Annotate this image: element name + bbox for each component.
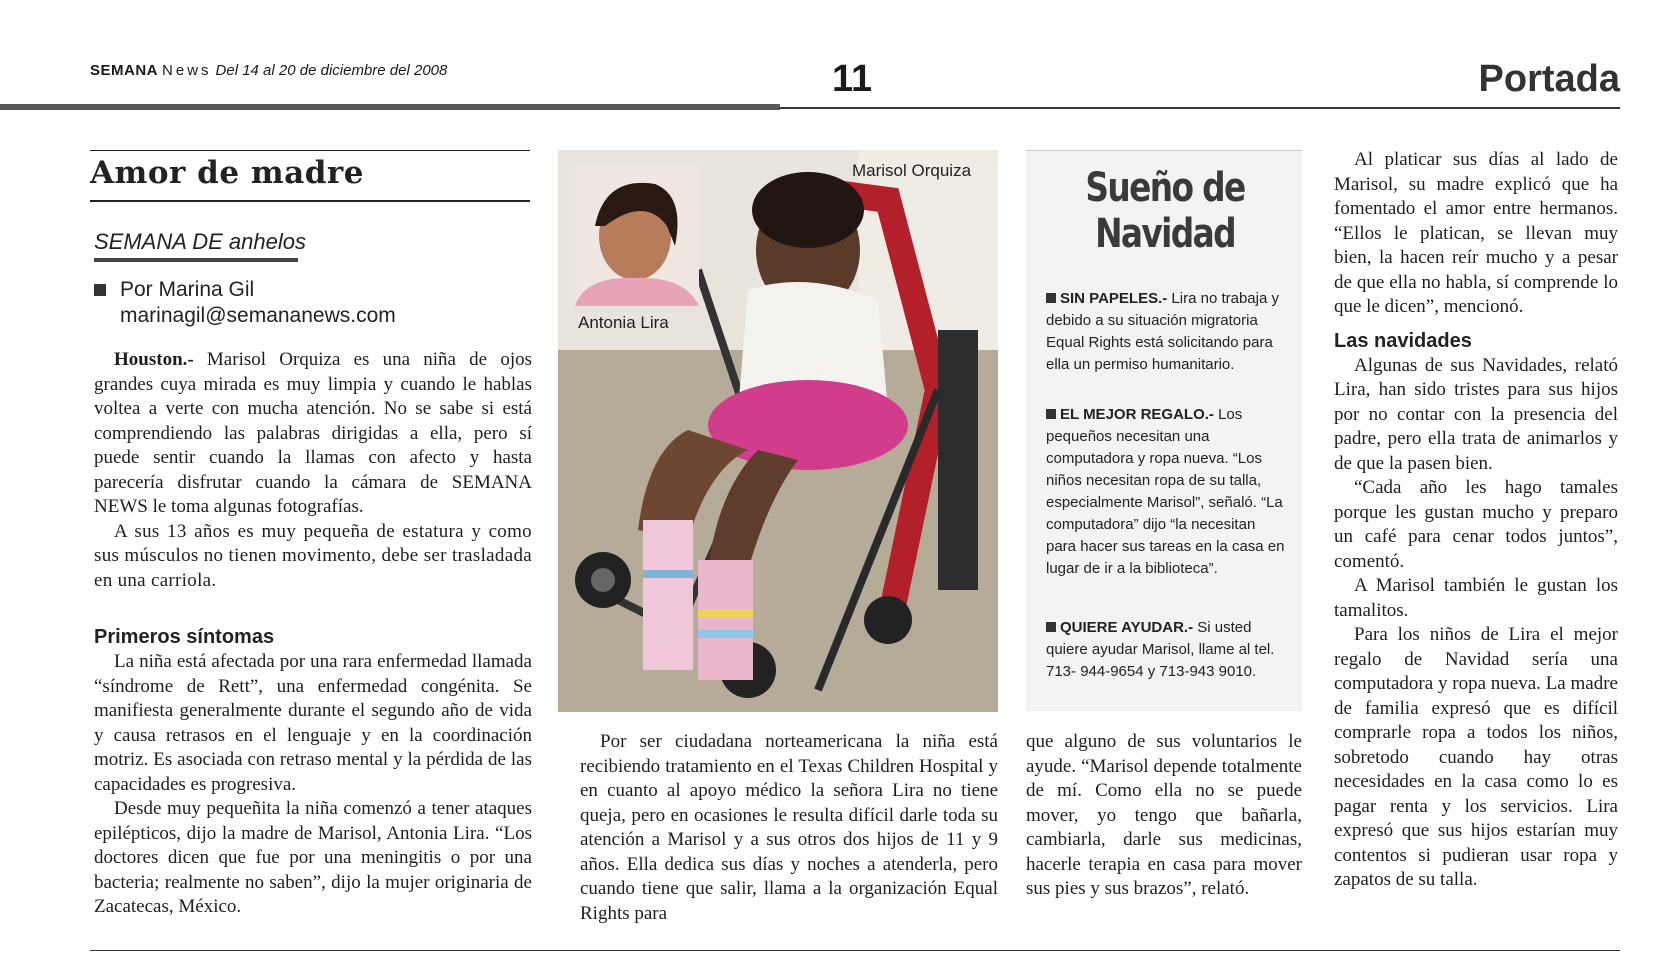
article-column-3 <box>1026 730 1302 902</box>
byline <box>120 277 396 329</box>
paragraph: Algunas de sus Navidades, relató Lira, han sido tristes para sus hijos por no contar con la presencia del padre, pero ella trata de animarlos y de que la pasen bien. <box>1334 354 1618 474</box>
author-email: marinagil@semananews.com <box>120 304 396 327</box>
article-column-1 <box>94 348 532 593</box>
article-title: Amor de madre <box>90 155 364 191</box>
sidebar-title <box>1054 165 1275 257</box>
square-bullet-icon <box>1046 622 1056 632</box>
kicker-rule <box>94 258 298 262</box>
square-bullet-icon <box>1046 293 1056 303</box>
photo-caption: Marisol Orquiza <box>852 161 972 180</box>
sidebar-item-text: Si usted quiere ayudar Marisol, llame al tel. 713- 944-9654 y 713-943 9010. <box>1046 619 1275 680</box>
masthead <box>90 62 447 79</box>
title-rule <box>90 200 530 202</box>
paragraph: “Cada año les hago tamales porque les gustan mucho y preparo un café para cenar todos juntos”, comentó. <box>1334 477 1618 572</box>
dateline: Houston.- <box>114 349 194 370</box>
sidebar-item <box>1046 288 1286 376</box>
footer-rule <box>90 950 1620 951</box>
article-column-4 <box>1334 148 1618 893</box>
mother-portrait-image <box>575 166 699 306</box>
paragraph <box>94 348 532 520</box>
brand-news: News <box>162 62 212 79</box>
paragraph: A sus 13 años es muy pequeña de estatura y como sus músculos no tienen movimento, debe ser trasladada en una carriola. <box>94 520 532 591</box>
paragraph: Desde muy pequeñita la niña comenzó a tener ataques epilépticos, dijo la madre de Marisol, Antonia Lira. “Los doctores dicen que fue por una meningitis o por una bacteria; realmente no saben”, dijo la mujer originaria de Zacatecas, México. <box>94 798 532 917</box>
byline-bullet-icon <box>94 284 106 296</box>
sidebar-item-text: Los pequeños necesitan una computadora y ropa nueva. “Los niños necesitan ropa de su talla, especialmente Marisol”, señaló. “La computadora” dijo “la necesitan para hacer sus tareas en la casa en lugar de ir a la biblioteca”. <box>1046 406 1285 577</box>
article-column-1-lower <box>94 624 532 920</box>
sidebar-item-label: QUIERE AYUDAR.- <box>1060 619 1194 636</box>
article-kicker: SEMANA DE anhelos <box>94 229 306 254</box>
inset-photo <box>575 166 699 306</box>
header-rule <box>0 104 780 110</box>
sidebar-item-label: SIN PAPELES.- <box>1060 290 1168 307</box>
sidebar-item-text: Lira no trabaja y debido a su situación migratoria Equal Rights está solicitando para ella un permiso humanitario. <box>1046 290 1279 373</box>
title-rule <box>90 150 530 151</box>
sidebar-item <box>1046 404 1286 580</box>
section-name: Portada <box>1478 58 1620 100</box>
issue-date: Del 14 al 20 de diciembre del 2008 <box>215 62 448 79</box>
sidebar-item <box>1046 617 1286 683</box>
sidebar-title-line: Sueño de <box>1085 165 1245 211</box>
header-rule-thin <box>780 107 1620 109</box>
paragraph: A Marisol también le gustan los tamalitos. <box>1334 575 1618 621</box>
inset-caption: Antonia Lira <box>578 313 669 332</box>
page-number: 11 <box>832 58 873 100</box>
author-name: Por Marina Gil <box>120 278 255 301</box>
sidebar-title-line: Navidad <box>1095 211 1235 257</box>
article-column-2 <box>580 730 998 926</box>
paragraph: que alguno de sus voluntarios le ayude. “Marisol depende totalmente de mí. Como ella no se puede mover, yo tengo que bañarla, cambiarla, darle sus medicinas, hacerle terapia en casa para mover sus pies y sus brazos”, relató. <box>1026 731 1302 899</box>
square-bullet-icon <box>1046 409 1056 419</box>
paragraph-text: Marisol Orquiza es una niña de ojos grandes cuya mirada es muy limpia y cuando le hablas voltea a verte con mucha atención. No se sabe si está comprendiendo las palabras dirigidas a ella, pero sí puede sentir cuando la llamas con afecto y hasta parecería disfrutar cuando la cámara de SEMANA NEWS le toma algunas fotografías. <box>94 349 532 517</box>
paragraph: La niña está afectada por una rara enfermedad llamada “síndrome de Rett”, una enfermedad congénita. Se manifiesta generalmente durante el segundo año de vida y causa retrasos en el lenguaje y en la coordinación motriz. Es asociada con retraso mental y la pérdida de las capacidades es progresiva. <box>94 651 532 795</box>
paragraph: Para los niños de Lira el mejor regalo de Navidad sería una computadora y ropa nueva. La madre de familia expresó que es difícil comprarle ropa a todos los niños, sobretodo cuando hay otras necesidades en la casa como lo es pagar renta y los servicios. Lira expresó que sus hijos estarían muy contentos si pudieran usar ropa y zapatos de su talla. <box>1334 624 1618 890</box>
subheading: Las navidades <box>1334 329 1472 352</box>
brand-name: SEMANA <box>90 62 159 79</box>
paragraph: Al platicar sus días al lado de Marisol, su madre explicó que ha fomentado el amor entre hermanos. “Ellos le platican, se llevan muy bien, la hacen reír mucho y a pesar de que ella no habla, sí comprende lo que le dicen”, mencionó. <box>1334 149 1618 317</box>
sidebar-item-label: EL MEJOR REGALO.- <box>1060 406 1214 423</box>
paragraph: Por ser ciudadana norteamericana la niña está recibiendo tratamiento en el Texas Children Hospital y en cuanto al apoyo médico la señora Lira no tiene queja, pero en ocasiones le resulta difícil darle toda su atención a Marisol y a sus otros dos hijos de 11 y 9 años. Ella dedica sus días y noches a atenderla, pero cuando tiene que salir, llama a la organización Equal Rights para <box>580 731 998 924</box>
subheading: Primeros síntomas <box>94 626 275 648</box>
